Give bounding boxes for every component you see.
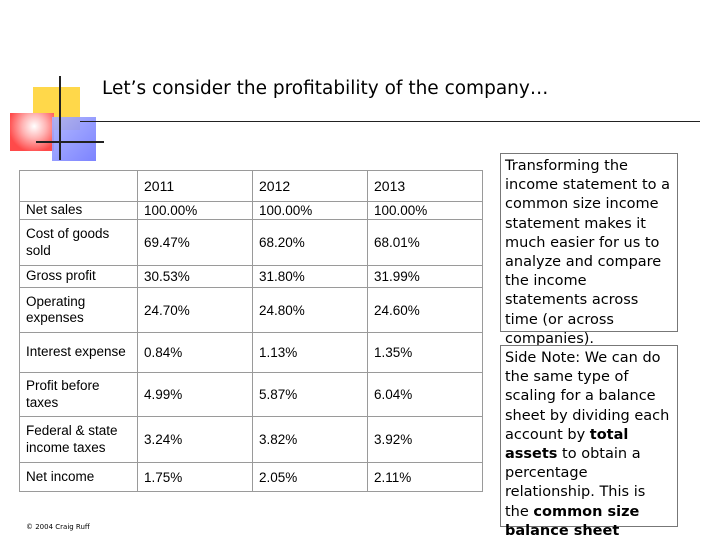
row-label: Net sales (20, 202, 138, 220)
cell-value: 3.24% (138, 417, 253, 463)
cell-value: 5.87% (253, 373, 368, 417)
cell-value: 24.60% (368, 288, 483, 333)
cell-value: 100.00% (138, 202, 253, 220)
cell-value: 30.53% (138, 266, 253, 288)
explanation-box (500, 153, 678, 347)
cell-value: 1.75% (138, 463, 253, 492)
explanation-text: Transforming the income statement to a common size income statement makes it much easier for us to analyze and compare the income statements across time (or across companies). (505, 158, 671, 347)
side-note-emphasis-total-assets: total assets (505, 426, 629, 463)
cell-value: 31.99% (368, 266, 483, 288)
cell-value: 1.13% (253, 333, 368, 373)
cell-value: 1.35% (368, 333, 483, 373)
table-row (20, 266, 483, 288)
common-size-income-table (19, 170, 483, 492)
row-label: Federal & state income taxes (20, 417, 138, 463)
table-row (20, 288, 483, 333)
table-row (20, 417, 483, 463)
year-header: 2011 (138, 171, 253, 202)
cell-value: 0.84% (138, 333, 253, 373)
table-row (20, 202, 483, 220)
title-underline (80, 121, 700, 122)
table-row (20, 220, 483, 266)
table-row (20, 463, 483, 492)
cell-value: 3.92% (368, 417, 483, 463)
row-label: Gross profit (20, 266, 138, 288)
side-note-part2: to obtain a percentage relationship. This is the (505, 446, 646, 520)
cell-value: 24.80% (253, 288, 368, 333)
cell-value: 31.80% (253, 266, 368, 288)
row-label: Cost of goods sold (20, 220, 138, 266)
decor-vertical-line (59, 76, 61, 160)
cell-value: 2.05% (253, 463, 368, 492)
slide-title: Let’s consider the profitability of the company… (102, 78, 549, 99)
header-blank-cell (20, 171, 138, 202)
cell-value: 100.00% (253, 202, 368, 220)
side-note-part1: Side Note: We can do the same type of scaling for a balance sheet by dividing each account by (505, 350, 670, 443)
cell-value: 68.20% (253, 220, 368, 266)
table-row (20, 373, 483, 417)
cell-value: 68.01% (368, 220, 483, 266)
row-label: Operating expenses (20, 288, 138, 333)
copyright-text: © 2004 Craig Ruff (26, 523, 90, 531)
table-header-row (20, 171, 483, 202)
decor-red-square (10, 113, 54, 151)
cell-value: 6.04% (368, 373, 483, 417)
side-note-box (500, 345, 678, 539)
cell-value: 4.99% (138, 373, 253, 417)
row-label: Interest expense (20, 333, 138, 373)
table-row (20, 333, 483, 373)
side-note-emphasis-common-size: common size balance sheet (505, 503, 640, 539)
cell-value: 100.00% (368, 202, 483, 220)
year-header: 2013 (368, 171, 483, 202)
decor-horizontal-line (36, 141, 104, 143)
cell-value: 69.47% (138, 220, 253, 266)
cell-value: 2.11% (368, 463, 483, 492)
row-label: Net income (20, 463, 138, 492)
cell-value: 3.82% (253, 417, 368, 463)
year-header: 2012 (253, 171, 368, 202)
cell-value: 24.70% (138, 288, 253, 333)
side-note-text (501, 346, 677, 541)
row-label: Profit before taxes (20, 373, 138, 417)
